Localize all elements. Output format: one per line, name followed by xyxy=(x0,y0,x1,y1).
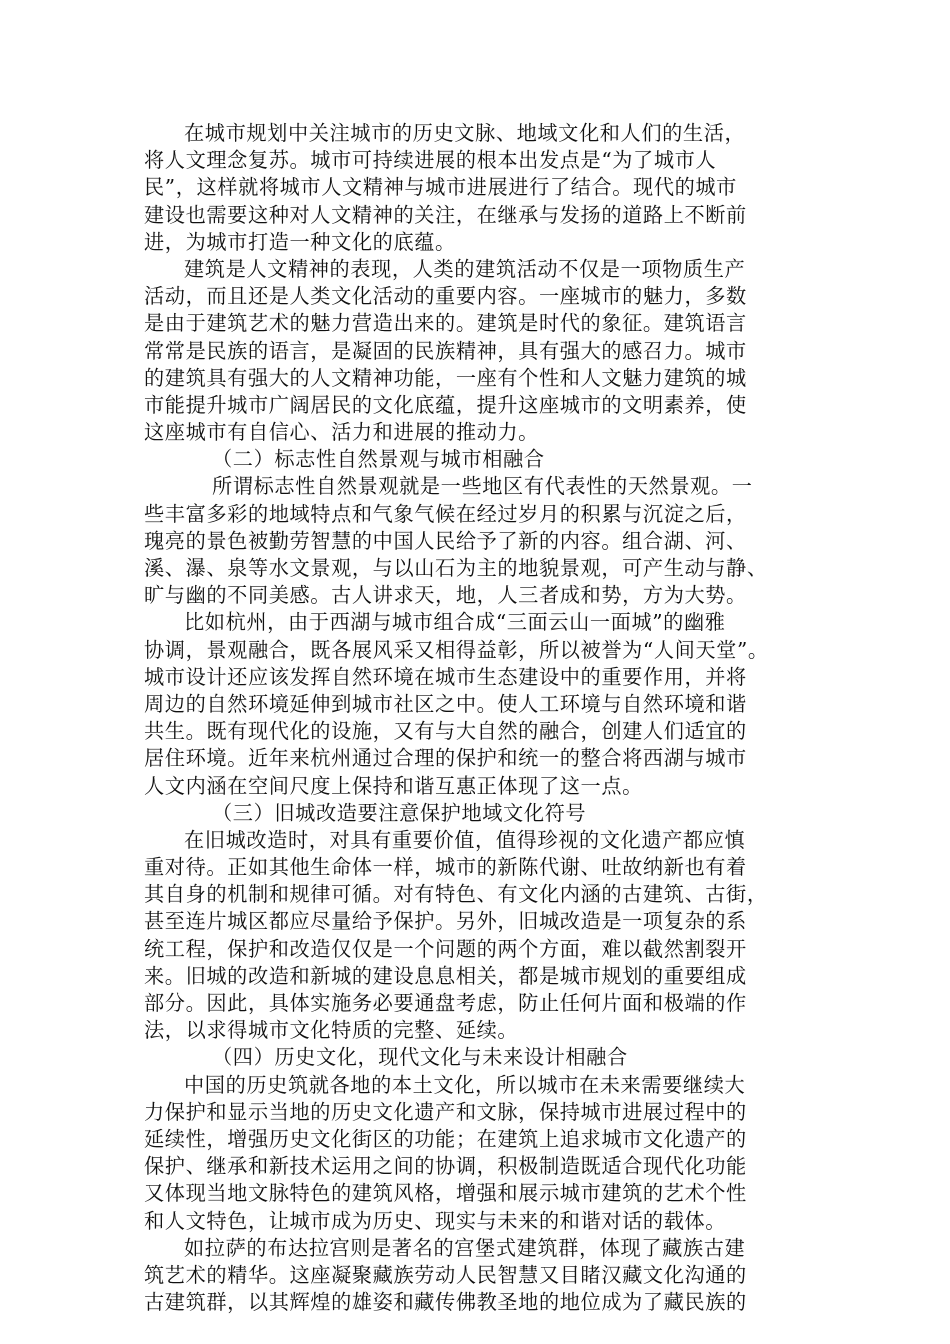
text-line: 统工程，保护和改造仅仅是一个问题的两个方面，难以截然割裂开 xyxy=(144,936,747,961)
text-line: 力保护和显示当地的历史文化遗产和文脉，保持城市进展过程中的 xyxy=(144,1099,747,1124)
text-line: 进，为城市打造一种文化的底蕴。 xyxy=(144,229,456,254)
text-line: 建筑是人文精神的表现，人类的建筑活动不仅是一项物质生产 xyxy=(184,256,746,281)
text-line: 活动，而且还是人类文化活动的重要内容。一座城市的魅力，多数 xyxy=(144,284,747,309)
text-line: 旷与幽的不同美感。古人讲求天，地，人三者成和势，方为大势。 xyxy=(144,583,747,608)
text-line: 些丰富多彩的地域特点和气象气候在经过岁月的积累与沉淀之后， xyxy=(144,501,747,526)
text-line: 建设也需要这种对人文精神的关注，在继承与发扬的道路上不断前 xyxy=(144,202,747,227)
text-line: 这座城市有自信心、活力和进展的推动力。 xyxy=(144,420,539,445)
text-line: 部分。因此，具体实施务必要通盘考虑，防止任何片面和极端的作 xyxy=(144,991,747,1015)
text-line: 民”，这样就将城市人文精神与城市进展进行了结合。现代的城市 xyxy=(144,175,737,200)
section-heading: （二）标志性自然景观与城市相融合 xyxy=(212,447,545,472)
text-line: 周边的自然环境延伸到城市社区之中。使人工环境与自然环境和谐 xyxy=(144,691,747,716)
text-line: 比如杭州，由于西湖与城市组合成“三面云山一面城”的幽雅 xyxy=(184,610,726,635)
text-line: 溪、瀑、泉等水文景观，与以山石为主的地貌景观，可产生动与静、 xyxy=(144,556,768,580)
text-line: 瑰亮的景色被勤劳智慧的中国人民给予了新的内容。组合湖、河、 xyxy=(144,528,747,553)
text-line: 是由于建筑艺术的魅力营造出来的。建筑是时代的象征。建筑语言 xyxy=(144,311,747,336)
section-heading: （四）历史文化，现代文化与未来设计相融合 xyxy=(212,1045,628,1070)
text-line: 如拉萨的布达拉宫则是著名的宫堡式建筑群，体现了藏族古建 xyxy=(184,1235,746,1260)
text-line: 在城市规划中关注城市的历史文脉、地域文化和人们的生活， xyxy=(184,121,746,145)
text-line: 中国的历史筑就各地的本土文化，所以城市在未来需要继续大 xyxy=(184,1072,746,1097)
text-line: 共生。既有现代化的设施，又有与大自然的融合，创建人们适宜的 xyxy=(144,719,747,744)
text-line: 来。旧城的改造和新城的建设息息相关，都是城市规划的重要组成 xyxy=(144,963,747,988)
text-line: 常常是民族的语言，是凝固的民族精神，具有强大的感召力。城市 xyxy=(144,338,747,363)
text-line: 其自身的机制和规律可循。对有特色、有文化内涵的古建筑、古街， xyxy=(144,882,768,907)
text-line: 协调，景观融合，既各展风采又相得益彰，所以被誉为“人间天堂”。 xyxy=(144,637,769,662)
text-line: 城市设计还应该发挥自然环境在城市生态建设中的重要作用，并将 xyxy=(144,664,747,689)
text-line: 古建筑群，以其辉煌的雄姿和藏传佛教圣地的地位成为了藏民族的 xyxy=(144,1290,747,1315)
section-heading: （三）旧城改造要注意保护地域文化符号 xyxy=(212,800,587,825)
text-line: 甚至连片城区都应尽量给予保护。另外，旧城改造是一项复杂的系 xyxy=(144,909,747,934)
text-line: 市能提升城市广阔居民的文化底蕴，提升这座城市的文明素养，使 xyxy=(144,392,747,417)
text-line: 将人文理念复苏。城市可持续进展的根本出发点是“为了城市人 xyxy=(144,148,717,173)
text-line: 重对待。正如其他生命体一样，城市的新陈代谢、吐故纳新也有着 xyxy=(144,855,747,880)
text-line: 延续性，增强历史文化街区的功能；在建筑上追求城市文化遗产的 xyxy=(144,1126,747,1151)
text-line: 所谓标志性自然景观就是一些地区有代表性的天然景观。一 xyxy=(212,474,753,499)
text-line: 保护、继承和新技术运用之间的协调，积极制造既适合现代化功能 xyxy=(144,1154,747,1179)
body-text xyxy=(144,120,816,1316)
text-line: 居住环境。近年来杭州通过合理的保护和统一的整合将西湖与城市 xyxy=(144,746,747,771)
text-line: 筑艺术的精华。这座凝聚藏族劳动人民智慧又目睹汉藏文化沟通的 xyxy=(144,1262,747,1287)
text-line: 在旧城改造时，对具有重要价值，值得珍视的文化遗产都应慎 xyxy=(184,827,746,852)
text-line: 人文内涵在空间尺度上保持和谐互惠正体现了这一点。 xyxy=(144,773,643,798)
text-line: 法，以求得城市文化特质的完整、延续。 xyxy=(144,1018,519,1043)
text-line: 的建筑具有强大的人文精神功能，一座有个性和人文魅力建筑的城 xyxy=(144,365,747,390)
text-line: 和人文特色，让城市成为历史、现实与未来的和谐对话的载体。 xyxy=(144,1208,727,1233)
text-line: 又体现当地文脉特色的建筑风格，增强和展示城市建筑的艺术个性 xyxy=(144,1181,747,1206)
